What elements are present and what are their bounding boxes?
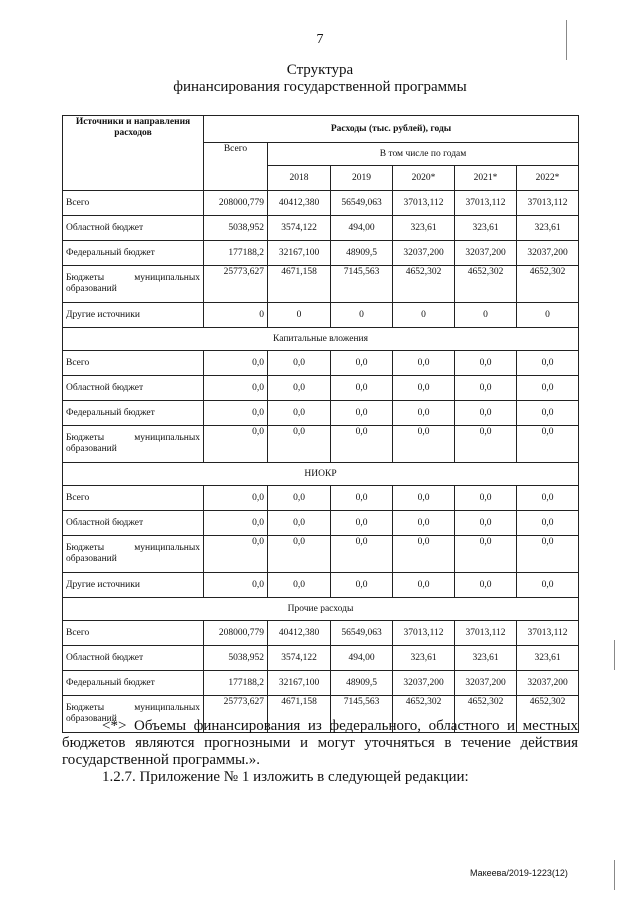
- value-cell: 0,0: [517, 401, 579, 426]
- value-cell: 32167,100: [268, 241, 331, 266]
- header-year: 2021*: [455, 166, 517, 191]
- row-label: Всего: [63, 486, 204, 511]
- value-cell: 32037,200: [455, 241, 517, 266]
- scan-edge-mark: [566, 20, 567, 60]
- value-cell: 208000,779: [204, 621, 268, 646]
- section-title: Прочие расходы: [63, 598, 579, 621]
- value-cell: 4652,302: [393, 266, 455, 303]
- value-cell: 3574,122: [268, 216, 331, 241]
- value-cell: 4652,302: [393, 696, 455, 733]
- value-cell: 0,0: [455, 486, 517, 511]
- value-cell: 323,61: [393, 646, 455, 671]
- value-cell: 0,0: [393, 401, 455, 426]
- value-cell: 0,0: [517, 573, 579, 598]
- value-cell: 4652,302: [455, 266, 517, 303]
- value-cell: 5038,952: [204, 216, 268, 241]
- value-cell: 0: [517, 303, 579, 328]
- row-label: Другие источники: [63, 303, 204, 328]
- value-cell: 494,00: [331, 646, 393, 671]
- value-cell: 37013,112: [455, 621, 517, 646]
- notes-block: [62, 718, 578, 786]
- value-cell: 0,0: [268, 351, 331, 376]
- section-row: [63, 598, 579, 621]
- value-cell: 0,0: [331, 536, 393, 573]
- value-cell: 0,0: [393, 536, 455, 573]
- value-cell: 0,0: [517, 376, 579, 401]
- value-cell: 0,0: [455, 376, 517, 401]
- value-cell: 37013,112: [517, 621, 579, 646]
- scan-edge-mark: [614, 640, 615, 670]
- value-cell: 0,0: [393, 426, 455, 463]
- value-cell: 0: [331, 303, 393, 328]
- title-line-2: финансирования государственной программы: [173, 79, 467, 95]
- value-cell: 0,0: [393, 573, 455, 598]
- value-cell: 0,0: [204, 376, 268, 401]
- value-cell: 0,0: [331, 426, 393, 463]
- value-cell: 0,0: [517, 426, 579, 463]
- row-label: Бюджеты муниципальных образований: [63, 696, 204, 733]
- table-row: [63, 536, 579, 573]
- table-row: [63, 671, 579, 696]
- row-label: Федеральный бюджет: [63, 671, 204, 696]
- value-cell: 0,0: [455, 351, 517, 376]
- table-row: [63, 573, 579, 598]
- value-cell: 25773,627: [204, 266, 268, 303]
- value-cell: 0,0: [517, 486, 579, 511]
- value-cell: 0,0: [331, 401, 393, 426]
- row-label: Федеральный бюджет: [63, 401, 204, 426]
- value-cell: 0: [204, 303, 268, 328]
- value-cell: 0,0: [331, 351, 393, 376]
- value-cell: 0: [393, 303, 455, 328]
- value-cell: 4652,302: [455, 696, 517, 733]
- table-row: [63, 646, 579, 671]
- table-row: [63, 486, 579, 511]
- table-row: [63, 216, 579, 241]
- table-header-row: [63, 116, 579, 143]
- value-cell: 0,0: [204, 573, 268, 598]
- value-cell: 0,0: [331, 376, 393, 401]
- header-year: 2019: [331, 166, 393, 191]
- table-row: [63, 426, 579, 463]
- value-cell: 0,0: [268, 573, 331, 598]
- value-cell: 56549,063: [331, 621, 393, 646]
- section-title: Капитальные вложения: [63, 328, 579, 351]
- header-source: Источники и направления расходов: [63, 116, 204, 191]
- value-cell: 0: [455, 303, 517, 328]
- row-label: Другие источники: [63, 573, 204, 598]
- value-cell: 0,0: [393, 351, 455, 376]
- row-label: Областной бюджет: [63, 216, 204, 241]
- financing-table-body: [63, 116, 579, 733]
- table-row: [63, 351, 579, 376]
- value-cell: 4671,158: [268, 266, 331, 303]
- value-cell: 0,0: [204, 351, 268, 376]
- value-cell: 0,0: [204, 401, 268, 426]
- value-cell: 0: [268, 303, 331, 328]
- value-cell: 323,61: [455, 646, 517, 671]
- value-cell: 0,0: [204, 511, 268, 536]
- header-total: Всего: [204, 143, 268, 191]
- financing-table: [62, 115, 579, 733]
- value-cell: 48909,5: [331, 241, 393, 266]
- row-label: Областной бюджет: [63, 376, 204, 401]
- value-cell: 40412,380: [268, 191, 331, 216]
- value-cell: 5038,952: [204, 646, 268, 671]
- table-row: [63, 303, 579, 328]
- header-expenses: Расходы (тыс. рублей), годы: [204, 116, 579, 143]
- value-cell: 0,0: [517, 351, 579, 376]
- table-row: [63, 191, 579, 216]
- value-cell: 0,0: [204, 486, 268, 511]
- header-year: 2022*: [517, 166, 579, 191]
- value-cell: 48909,5: [331, 671, 393, 696]
- value-cell: 323,61: [517, 216, 579, 241]
- value-cell: 4652,302: [517, 266, 579, 303]
- value-cell: 323,61: [517, 646, 579, 671]
- value-cell: 32037,200: [393, 241, 455, 266]
- value-cell: 37013,112: [455, 191, 517, 216]
- value-cell: 0,0: [455, 511, 517, 536]
- value-cell: 56549,063: [331, 191, 393, 216]
- value-cell: 208000,779: [204, 191, 268, 216]
- header-including: В том числе по годам: [268, 143, 579, 166]
- value-cell: 177188,2: [204, 241, 268, 266]
- footer-code: Макеева/2019-1223(12): [470, 868, 568, 878]
- value-cell: 37013,112: [393, 191, 455, 216]
- value-cell: 7145,563: [331, 266, 393, 303]
- value-cell: 37013,112: [393, 621, 455, 646]
- value-cell: 0,0: [268, 486, 331, 511]
- instruction-text: 1.2.7. Приложение № 1 изложить в следующей редакции:: [102, 769, 469, 785]
- value-cell: 494,00: [331, 216, 393, 241]
- value-cell: 0,0: [268, 401, 331, 426]
- table-row: [63, 241, 579, 266]
- table-row: [63, 401, 579, 426]
- row-label: Областной бюджет: [63, 646, 204, 671]
- section-row: [63, 463, 579, 486]
- row-label: Областной бюджет: [63, 511, 204, 536]
- row-label: Всего: [63, 351, 204, 376]
- footnote-text: <*> Объемы финансирования из федерального, областного и местных бюджетов являются прогнозными и могут уточняться в течение действия государственной программы.».: [62, 718, 578, 768]
- value-cell: 32167,100: [268, 671, 331, 696]
- row-label: Федеральный бюджет: [63, 241, 204, 266]
- value-cell: 0,0: [517, 511, 579, 536]
- value-cell: 0,0: [268, 426, 331, 463]
- value-cell: 7145,563: [331, 696, 393, 733]
- table-row: [63, 511, 579, 536]
- value-cell: 37013,112: [517, 191, 579, 216]
- value-cell: 32037,200: [393, 671, 455, 696]
- row-label: Бюджеты муниципальных образований: [63, 536, 204, 573]
- value-cell: 0,0: [331, 511, 393, 536]
- value-cell: 25773,627: [204, 696, 268, 733]
- section-row: [63, 328, 579, 351]
- value-cell: 0,0: [331, 486, 393, 511]
- value-cell: 323,61: [393, 216, 455, 241]
- value-cell: 3574,122: [268, 646, 331, 671]
- value-cell: 0,0: [455, 573, 517, 598]
- value-cell: 323,61: [455, 216, 517, 241]
- value-cell: 0,0: [204, 536, 268, 573]
- value-cell: 0,0: [393, 376, 455, 401]
- title-line-1: Структура: [286, 62, 354, 78]
- row-label: Всего: [63, 191, 204, 216]
- value-cell: 32037,200: [517, 671, 579, 696]
- value-cell: 0,0: [268, 376, 331, 401]
- value-cell: 0,0: [204, 426, 268, 463]
- row-label: Всего: [63, 621, 204, 646]
- value-cell: 0,0: [268, 536, 331, 573]
- value-cell: 0,0: [331, 573, 393, 598]
- value-cell: 32037,200: [455, 671, 517, 696]
- value-cell: 40412,380: [268, 621, 331, 646]
- table-row: [63, 266, 579, 303]
- value-cell: 0,0: [455, 401, 517, 426]
- table-row: [63, 621, 579, 646]
- page-title: [0, 62, 640, 96]
- value-cell: 32037,200: [517, 241, 579, 266]
- value-cell: 0,0: [393, 486, 455, 511]
- value-cell: 4652,302: [517, 696, 579, 733]
- value-cell: 0,0: [517, 536, 579, 573]
- value-cell: 0,0: [393, 511, 455, 536]
- value-cell: 0,0: [268, 511, 331, 536]
- value-cell: 0,0: [455, 536, 517, 573]
- header-year: 2018: [268, 166, 331, 191]
- row-label: Бюджеты муниципальных образований: [63, 426, 204, 463]
- table-row: [63, 376, 579, 401]
- value-cell: 177188,2: [204, 671, 268, 696]
- section-title: НИОКР: [63, 463, 579, 486]
- scan-edge-mark: [614, 860, 615, 890]
- value-cell: 4671,158: [268, 696, 331, 733]
- row-label: Бюджеты муниципальных образований: [63, 266, 204, 303]
- page-number: 7: [316, 32, 324, 47]
- header-year: 2020*: [393, 166, 455, 191]
- value-cell: 0,0: [455, 426, 517, 463]
